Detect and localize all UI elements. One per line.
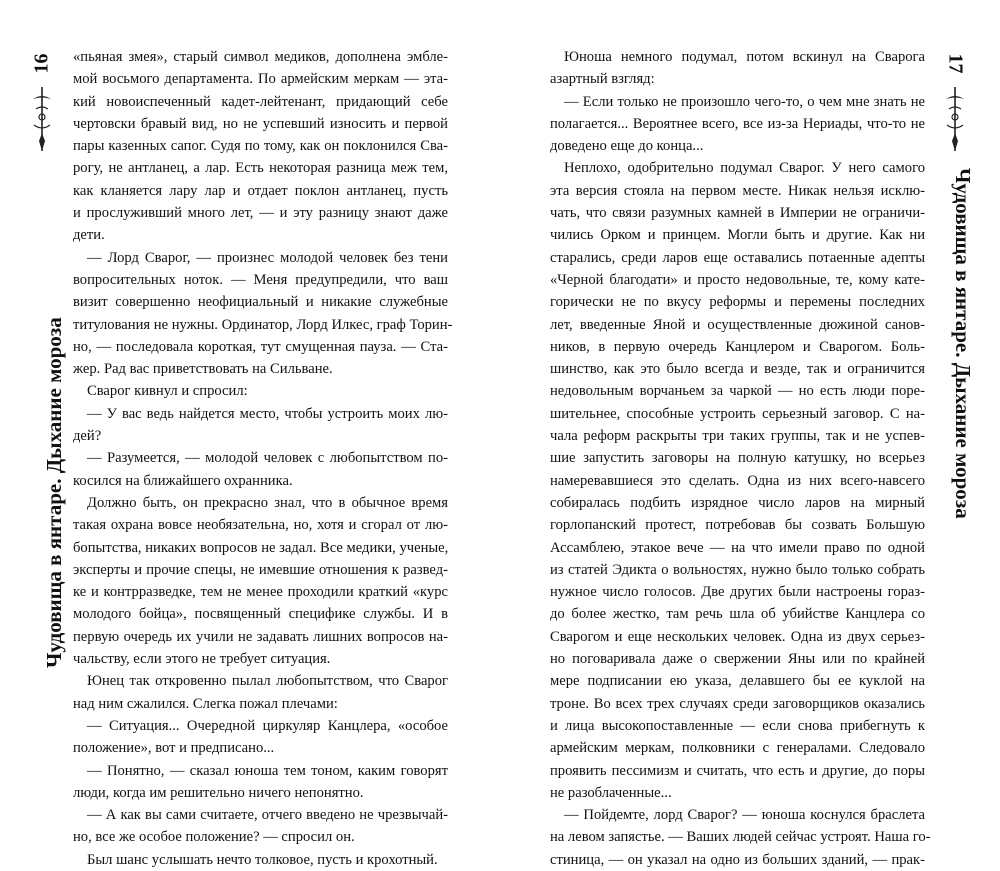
text-line: шинство, как это было всегда и везде, так и ограничится <box>550 361 925 378</box>
text-line: доведено еще до конца... <box>550 138 704 155</box>
text-line: косился на ближайшего охранника. <box>73 472 293 489</box>
text-line: — Ситуация... Очередной циркуляр Канцлера, «особое <box>87 717 448 734</box>
running-title-right: Чудовища в янтаре. Дыхание мороза <box>951 168 975 519</box>
text-line: недовольным ворчаньем за чаркой — но есть люди поре- <box>550 383 925 400</box>
text-line: такая охрана вовсе необязательна, но, хотя и сгорал от лю- <box>73 517 448 534</box>
text-line: из статей Эдикта о вольностях, нужно было только собрать <box>550 561 925 578</box>
text-line: троне. Во всех трех случаях среди заговорщиков оказались <box>550 695 925 712</box>
text-line: мере подписании ею указа, делавшего бы ее куклой на <box>550 673 925 690</box>
text-line: Должно быть, он прекрасно знал, что в обычное время <box>87 494 448 511</box>
text-line: чальству, если этого не требует ситуация. <box>73 651 331 668</box>
text-line: но, — последовала короткая, тут смущенная пауза. — Ста- <box>73 338 448 355</box>
text-line: чать, что связи разумных камней в Империи не ограничи- <box>550 205 925 222</box>
text-line: проявить пессимизм и считать, что есть и другие, до поры <box>550 762 925 779</box>
text-line: чала реформ раскрыты три таких группы, так и не успев- <box>550 428 925 445</box>
text-line: но, все же особое положение? — спросил он. <box>73 829 355 846</box>
text-line: — Понятно, — сказал юноша тем тоном, каким говорят <box>87 762 448 779</box>
text-line: эта версия стояла на первом месте. Никак нельзя исклю- <box>550 182 925 199</box>
body-text <box>73 46 453 871</box>
body-text <box>550 46 931 871</box>
text-line: чертовски бравый вид, но не успевший износить и первой <box>73 115 448 132</box>
text-line: до более жестко, там речь шла об убийстве Канцлера со <box>550 606 925 623</box>
text-line: чились Орком и принцем. Могли быть и другие. Как ни <box>550 227 925 244</box>
text-line: бопытства, никаких вопросов не задал. Все медики, ученые, <box>73 539 449 556</box>
text-line: вопросительных ноток. — Меня предупредили, что ваш <box>73 271 448 288</box>
text-line: дети. <box>73 227 105 244</box>
text-line: над ним сжалился. Слегка пожал плечами: <box>73 695 338 712</box>
text-line: «Черной благодати» и просто недовольные, те, кому кате- <box>550 271 925 288</box>
text-line: ке и контрразведке, тем не менее проходили краткий «курс <box>73 584 448 601</box>
text-line: мой восьмого департамента. По армейским меркам — эта- <box>73 71 448 88</box>
text-line: не разоблаченные... <box>550 784 672 801</box>
text-line: Сварогом и еще нескольких человек. Одна из двух серьез- <box>550 628 925 645</box>
text-line: Юноша немного подумал, потом вскинул на Сварога <box>564 49 925 65</box>
text-line: полагается... Вероятнее всего, все из-за Нериады, что-то не <box>550 115 925 132</box>
text-line: шительнее, способные устроить серьезный заговор. С на- <box>550 405 925 422</box>
text-line: армейским меркам, полковники с генералами. Следовало <box>550 740 925 757</box>
text-line: азартный взгляд: <box>550 71 655 88</box>
text-line: положение», вот и предписано... <box>73 740 275 757</box>
text-line: визит совершенно неофициальный и никакие служебные <box>73 294 448 311</box>
text-line: Был шанс услышать нечто толковое, пусть и крохотный. <box>87 851 438 868</box>
text-line: — Пойдемте, лорд Сварог? — юноша коснулся браслета <box>564 807 925 824</box>
left-text-block <box>73 46 453 871</box>
text-line: — Лорд Сварог, — произнес молодой человек без тени <box>87 249 448 266</box>
text-line: люди, когда им решительно ничего непонятно. <box>73 784 364 801</box>
text-line: и прослуживший много лет, — и эту разницу знают даже <box>73 205 448 222</box>
sword-ornament-icon <box>30 85 54 155</box>
text-line: эксперты и прочие спецы, не имевшие отношения к развед- <box>73 561 448 578</box>
text-line: лет, введенные Яной и осуществленные дюжиной санов- <box>550 316 925 333</box>
text-line: молодого бойца», посвященный специфике службы. И в <box>73 606 448 623</box>
right-margin-header <box>935 0 975 750</box>
text-line: рогу, не антланец, а лар. Есть некоторая разница меж тем, <box>73 160 448 177</box>
text-line: Юнец так откровенно пылал любопытством, что Сварог <box>87 673 448 690</box>
text-line: Ассамблею, этакое вече — на что имели право по одной <box>550 539 925 556</box>
text-line: намеревавшиеся это сделать. Одна из них всего-навсего <box>550 472 925 489</box>
text-line: кий новоиспеченный кадет-лейтенант, придающий себе <box>73 93 448 110</box>
text-line: жер. Рад вас приветствовать на Сильване. <box>73 361 333 378</box>
text-line: собиралась подбить изрядное число ларов на мирный <box>550 494 925 511</box>
text-line: титулования не нужны. Ординатор, Лорд Илкес, граф Торин- <box>73 316 453 333</box>
right-page <box>500 0 1000 868</box>
text-line: — Разумеется, — молодой человек с любопытством по- <box>87 450 448 467</box>
text-line: — А как вы сами считаете, отчего введено не чрезвычай- <box>87 807 448 824</box>
text-line: ников, в первую очередь Канцлером и Сварогом. Боль- <box>550 338 925 355</box>
text-line: Неплохо, одобрительно подумал Сварог. У него самого <box>564 160 925 177</box>
text-line: дей? <box>73 428 102 445</box>
text-line: горлопанский протест, потребовав бы созвать Большую <box>550 517 925 534</box>
text-line: Сварог кивнул и спросил: <box>87 383 248 400</box>
right-text-block <box>550 46 931 871</box>
text-line: старались, среди ларов еще оставались потаенные адепты <box>550 249 925 266</box>
text-line: на левом запястье. — Ваших людей сейчас устроят. Наша го- <box>550 829 931 846</box>
text-line: нужное число голосов. Две других были настроены гораз- <box>550 584 925 601</box>
text-line: и лица высокопоставленные — если снова прибегнуть к <box>550 717 925 734</box>
text-line: шие запустить заговоры на полную катушку, но всерьез <box>550 450 925 467</box>
text-line: «пьяная змея», старый символ медиков, дополнена эмбле- <box>73 49 448 65</box>
left-margin-header <box>22 0 66 750</box>
text-line: как кланяется лару лар и отдает поклон антланец, пусть <box>73 182 448 199</box>
running-title-left: Чудовища в янтаре. Дыхание мороза <box>42 317 66 668</box>
text-line: первую очередь их учили не задавать лишних вопросов на- <box>73 628 448 645</box>
page-number-left: 16 <box>30 53 53 74</box>
text-line: — У вас ведь найдется место, чтобы устроить моих лю- <box>87 405 448 422</box>
text-line: стиница, — он указал на одно из больших зданий, — прак- <box>550 851 925 868</box>
text-line: но поговаривала даже о свержении Яны или по крайней <box>550 651 925 668</box>
text-line: — Если только не произошло чего-то, о чем мне знать не <box>564 93 925 110</box>
text-line: горически не по вкусу реформы и перемены последних <box>550 294 925 311</box>
left-page <box>0 0 500 868</box>
sword-ornament-icon <box>943 85 967 155</box>
text-line: пары казенных сапог. Судя по тому, как он поклонился Сва- <box>73 138 448 155</box>
page-number-right: 17 <box>944 53 967 74</box>
